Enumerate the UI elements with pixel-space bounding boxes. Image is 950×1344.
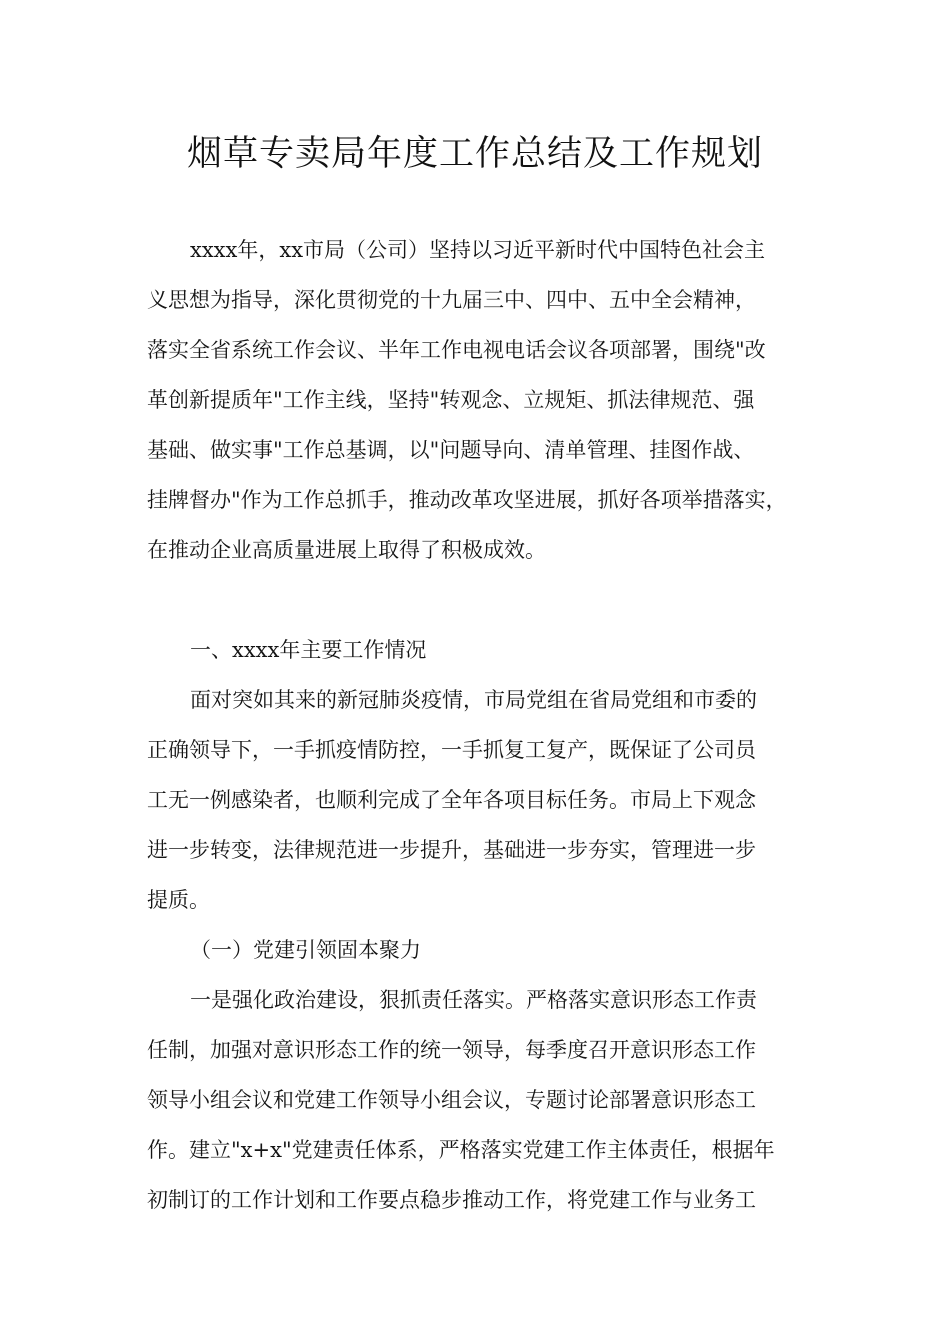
intro-line: 落实全省系统工作会议、半年工作电视电话会议各项部署，围绕"改 bbox=[147, 338, 766, 362]
paragraph-line: 面对突如其来的新冠肺炎疫情，市局党组在省局党组和市委的 bbox=[190, 688, 757, 712]
intro-line: 基础、做实事"工作总基调，以"问题导向、清单管理、挂图作战、 bbox=[147, 438, 755, 462]
subsection-heading: （一）党建引领固本聚力 bbox=[190, 938, 421, 962]
paragraph-line: 进一步转变，法律规范进一步提升，基础进一步夯实，管理进一步 bbox=[147, 838, 756, 862]
paragraph-line: 工无一例感染者，也顺利完成了全年各项目标任务。市局上下观念 bbox=[147, 788, 756, 812]
section-heading: 一、xxxx年主要工作情况 bbox=[190, 638, 427, 662]
intro-line: 挂牌督办"作为工作总抓手，推动改革攻坚进展，抓好各项举措落实， bbox=[147, 488, 787, 512]
paragraph-line: 任制，加强对意识形态工作的统一领导，每季度召开意识形态工作 bbox=[147, 1038, 756, 1062]
paragraph-line: 领导小组会议和党建工作领导小组会议，专题讨论部署意识形态工 bbox=[147, 1088, 756, 1112]
intro-line: xxxx年，xx市局（公司）坚持以习近平新时代中国特色社会主 bbox=[190, 238, 766, 262]
paragraph-line: 正确领导下，一手抓疫情防控，一手抓复工复产，既保证了公司员 bbox=[147, 738, 756, 762]
paragraph-line: 初制订的工作计划和工作要点稳步推动工作，将党建工作与业务工 bbox=[147, 1188, 756, 1212]
intro-line: 革创新提质年"工作主线，坚持"转观念、立规矩、抓法律规范、强 bbox=[147, 388, 755, 412]
paragraph-line: 作。建立"x+x"党建责任体系，严格落实党建工作主体责任，根据年 bbox=[147, 1138, 775, 1162]
intro-line: 在推动企业高质量进展上取得了积极成效。 bbox=[147, 538, 546, 562]
document-title: 烟草专卖局年度工作总结及工作规划 bbox=[186, 134, 763, 174]
intro-line: 义思想为指导，深化贯彻党的十九届三中、四中、五中全会精神， bbox=[147, 288, 756, 312]
paragraph-line: 提质。 bbox=[147, 888, 210, 912]
paragraph-line: 一是强化政治建设，狠抓责任落实。严格落实意识形态工作责 bbox=[190, 988, 757, 1012]
